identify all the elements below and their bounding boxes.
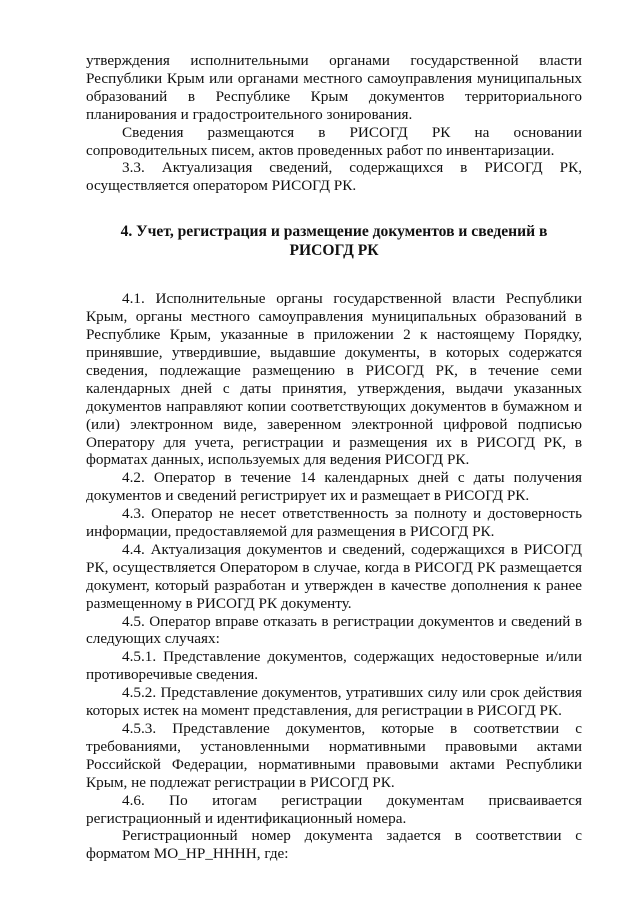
paragraph-4-5-2: 4.5.2. Представление документов, утративших силу или срок действия которых истек на момент представления, для регистрации в РИСОГД РК. — [86, 684, 582, 720]
paragraph-info-placement: Сведения размещаются в РИСОГД РК на основании сопроводительных писем, актов проведенных работ по инвентаризации. — [86, 123, 582, 159]
paragraph-4-3: 4.3. Оператор не несет ответственность за полноту и достоверность информации, предоставляемой для размещения в РИСОГД РК. — [86, 505, 582, 541]
section-heading-line1: 4. Учет, регистрация и размещение документов и сведений в — [120, 223, 548, 241]
paragraph-4-4: 4.4. Актуализация документов и сведений, содержащихся в РИСОГД РК, осуществляется Оператором в случае, когда в РИСОГД РК размещается документ, который разработан и утвержден в качестве дополнения к ранее размещенному в РИСОГД РК документу. — [86, 540, 582, 612]
paragraph-4-5: 4.5. Оператор вправе отказать в регистрации документов и сведений в следующих случаях: — [86, 612, 582, 648]
section-heading-line2: РИСОГД РК — [289, 241, 379, 259]
paragraph-4-5-3: 4.5.3. Представление документов, которые в соответствии с требованиями, установленными нормативными правовыми актами Российской Федерации, нормативными правовыми актами Республики Крым, не подлежат регистрации в РИСОГД РК. — [86, 720, 582, 791]
paragraph-4-1: 4.1. Исполнительные органы государственной власти Республики Крым, органы местного самоуправления муниципальных образований в Республике Крым, указанные в приложении 2 к настоящему Порядку, принявшие, утвердившие, выдавшие документы, в которых содержатся сведения, подлежащие размещению в РИСОГД РК, в течение семи календарных дней с даты принятия, утверждения, выдачи указанных документов направляют копии соответствующих документов в бумажном и (или) электронном виде, заверенном электронной цифровой подписью Оператору для учета, регистрации и размещения их в РИСОГД РК, в форматах данных, используемых для ведения РИСОГД РК. — [86, 290, 582, 469]
section-heading — [86, 223, 582, 260]
paragraph-4-6: 4.6. По итогам регистрации документам присваивается регистрационный и идентификационный номера. — [86, 791, 582, 827]
paragraph-4-2: 4.2. Оператор в течение 14 календарных дней с даты получения документов и сведений регистрирует их и размещает в РИСОГД РК. — [86, 469, 582, 505]
paragraph-approval: утверждения исполнительными органами государственной власти Республики Крым или органами местного самоуправления муниципальных образований в Республике Крым документов территориального планирования и градостроительного зонирования. — [86, 52, 582, 123]
paragraph-3-3: 3.3. Актуализация сведений, содержащихся в РИСОГД РК, осуществляется оператором РИСОГД РК. — [86, 159, 582, 195]
paragraph-reg-number: Регистрационный номер документа задается в соответствии с форматом МО_НР_НННН, где: — [86, 827, 582, 863]
paragraph-4-5-1: 4.5.1. Представление документов, содержащих недостоверные и/или противоречивые сведения. — [86, 648, 582, 684]
